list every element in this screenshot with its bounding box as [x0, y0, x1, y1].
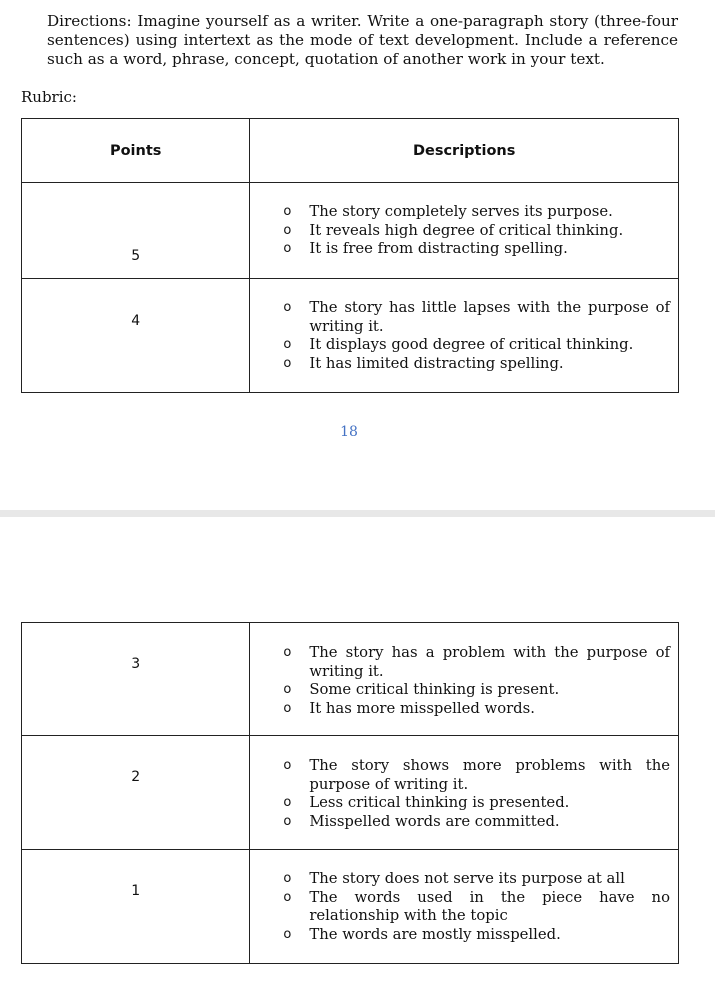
points-cell — [22, 183, 250, 279]
description-item: o Some critical thinking is present. — [283, 681, 560, 698]
rubric-table-page-1 — [21, 118, 679, 393]
rubric-row-3 — [22, 623, 679, 736]
rubric-table-page-2 — [21, 622, 679, 964]
description-list — [250, 850, 678, 944]
points-value: 4 — [131, 313, 141, 329]
rubric-row-4 — [22, 279, 679, 393]
bullet-icon: o — [283, 795, 292, 810]
points-column-header: Points — [22, 119, 250, 183]
points-cell — [22, 623, 250, 736]
rubric-row-2 — [22, 736, 679, 850]
description-item: o It has limited distracting spelling. — [283, 354, 564, 372]
points-value: 1 — [131, 883, 141, 899]
bullet-icon: o — [283, 204, 292, 219]
description-item: o It is free from distracting spelling. — [283, 240, 568, 257]
description-item: o The story shows more problems with the purpose of writing it. — [283, 757, 670, 793]
points-value: 3 — [131, 656, 141, 672]
description-item: o Misspelled words are committed. — [283, 812, 560, 830]
description-item: o It reveals high degree of critical thinking. — [283, 221, 624, 239]
rubric-row-1 — [22, 850, 679, 964]
bullet-icon: o — [283, 926, 292, 942]
page-number: 18 — [340, 424, 358, 440]
rubric-label: Rubric: — [21, 88, 77, 106]
points-value: 5 — [131, 248, 141, 264]
rubric-header-row — [22, 119, 679, 183]
description-item: o The story has a problem with the purpose of writing it. — [283, 644, 670, 680]
bullet-icon: o — [283, 700, 292, 716]
bullet-icon: o — [283, 871, 292, 886]
description-cell — [250, 183, 679, 279]
description-cell — [250, 623, 679, 736]
description-item: o It displays good degree of critical thinking. — [283, 336, 634, 353]
bullet-icon: o — [283, 889, 292, 905]
directions-text: Directions: Imagine yourself as a writer. Write a one-paragraph story (three-four sentences) using intertext as the mode of text development. Include a reference such as a word, phrase, concept, quotation of another work in your text. — [47, 12, 678, 68]
rubric-row-5 — [22, 183, 679, 279]
description-item: o It has more misspelled words. — [283, 699, 535, 717]
description-item: o The story completely serves its purpose. — [283, 203, 613, 220]
descriptions-column-header: Descriptions — [250, 119, 679, 183]
description-list — [250, 623, 678, 718]
page-break-divider — [0, 510, 715, 517]
description-list — [250, 183, 678, 259]
description-item: o The story has little lapses with the purpose of writing it. — [283, 299, 670, 335]
description-cell — [250, 279, 679, 393]
description-list — [250, 279, 678, 373]
points-cell — [22, 736, 250, 850]
description-item: o The words used in the piece have no relationship with the topic — [283, 888, 670, 924]
description-item: o The words are mostly misspelled. — [283, 925, 561, 943]
description-cell — [250, 736, 679, 850]
bullet-icon: o — [283, 645, 292, 660]
points-cell — [22, 279, 250, 393]
description-item: o The story does not serve its purpose at all — [283, 870, 625, 887]
bullet-icon: o — [283, 337, 292, 352]
bullet-icon: o — [283, 222, 292, 238]
points-value: 2 — [131, 769, 141, 785]
description-list — [250, 736, 678, 831]
points-cell — [22, 850, 250, 964]
bullet-icon: o — [283, 758, 292, 773]
bullet-icon: o — [283, 300, 292, 315]
description-cell — [250, 850, 679, 964]
bullet-icon: o — [283, 241, 292, 256]
bullet-icon: o — [283, 355, 292, 371]
bullet-icon: o — [283, 813, 292, 829]
bullet-icon: o — [283, 682, 292, 697]
description-item: o Less critical thinking is presented. — [283, 794, 570, 811]
